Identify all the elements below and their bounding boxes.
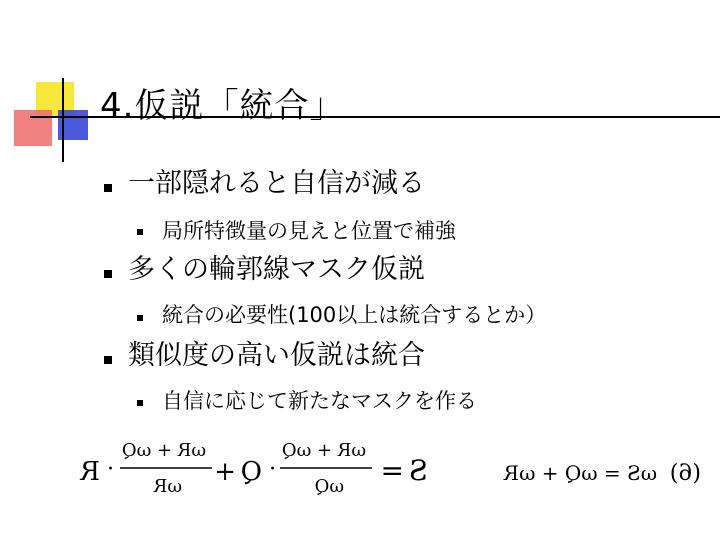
formula-frac2-denominator: ωR	[153, 476, 182, 497]
formula-equation-number: (6)	[669, 461, 701, 486]
formula-term-r: R	[80, 457, 100, 487]
formula-weight-text: ωS = ωQ + ωR	[503, 461, 657, 485]
formula-weight	[490, 450, 705, 490]
bullet-marker	[104, 184, 112, 192]
slide-title: 4.仮説「統合」	[100, 86, 345, 126]
formula-term-q: Q	[240, 457, 262, 487]
sub-bullet-marker	[137, 229, 143, 235]
bullet-2-text: 多くの輪郭線マスク仮説	[128, 254, 425, 285]
bullet-3-sub-1: 自信に応じて新たなマスクを作る	[162, 389, 477, 413]
formula-plus: +	[214, 457, 236, 487]
sub-bullet-marker	[137, 315, 143, 321]
formula-merge	[70, 432, 440, 502]
bullet-1-sub-1: 局所特徴量の見えと位置で補強	[162, 219, 456, 243]
bullet-2-sub-1: 統合の必要性(100以上は統合するとか）	[162, 303, 547, 327]
formula-frac2-numerator: ωR + ωQ	[121, 440, 206, 461]
bullet-1-text: 一部隠れると自信が減る	[128, 168, 425, 199]
formula-dot-2: ·	[107, 457, 114, 482]
formula-equals: =	[380, 454, 404, 487]
sub-bullet-marker	[137, 400, 143, 406]
bullet-3-text: 類似度の高い仮説は統合	[128, 340, 425, 371]
formula-frac1-denominator: ωQ	[314, 476, 344, 497]
formula-lhs: S	[408, 454, 428, 487]
bullet-marker	[104, 356, 112, 364]
formula-dot-1: ·	[269, 457, 276, 482]
bullet-marker	[104, 270, 112, 278]
formula-frac1-numerator: ωR + ωQ	[281, 440, 366, 461]
title-vertical-rule	[62, 78, 64, 162]
